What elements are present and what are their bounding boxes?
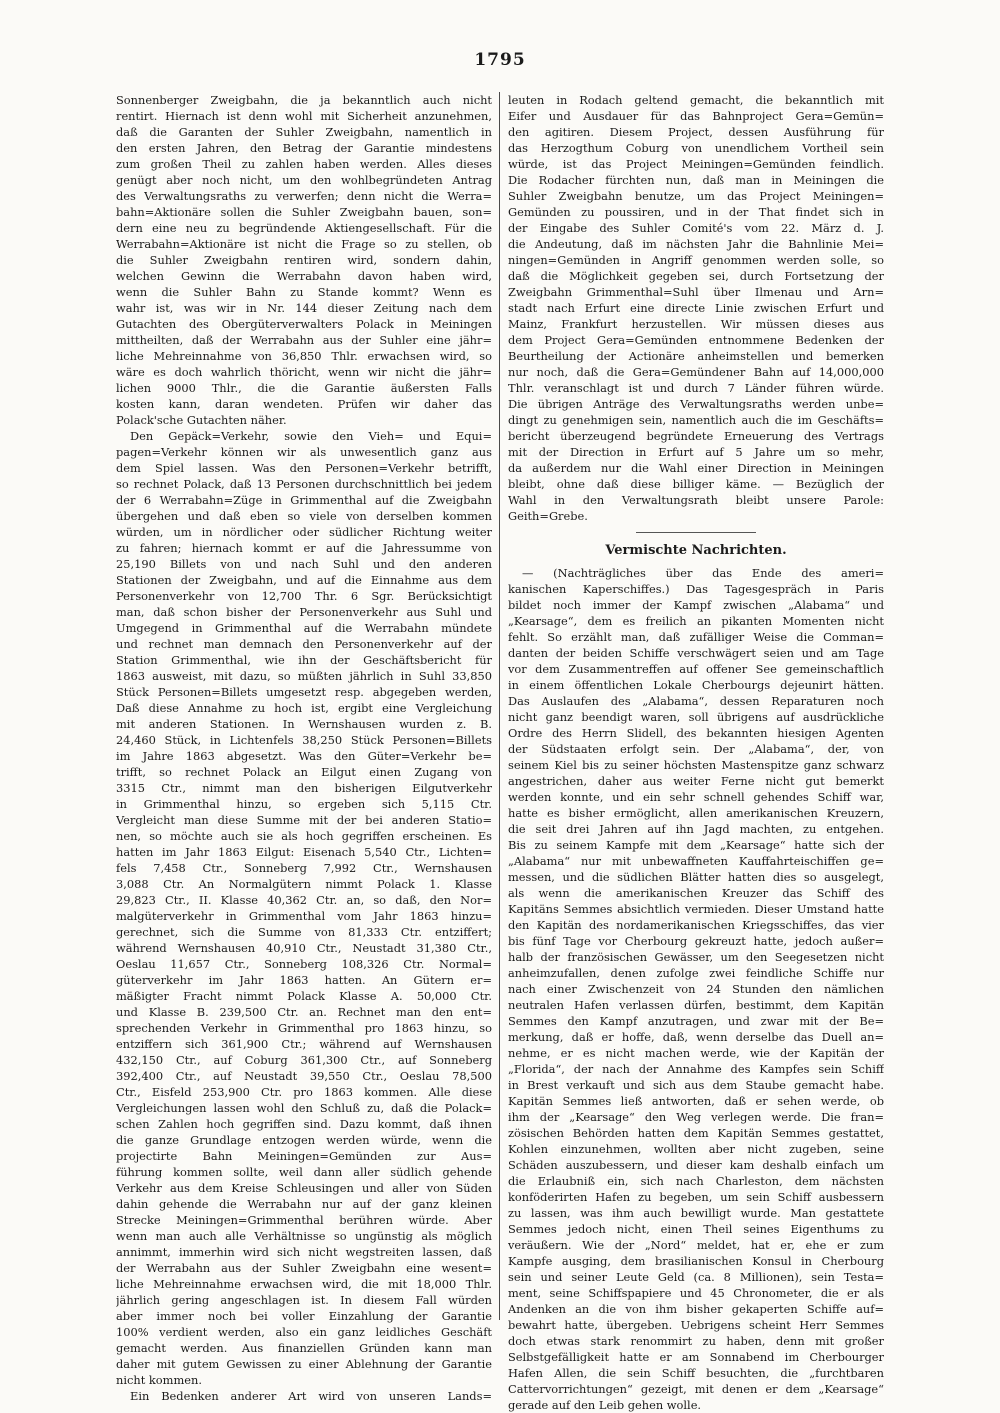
text-line: Polack'sche Gutachten näher. [116,413,287,427]
text-line: Strecke Meiningen=Grimmenthal berühren würde. Aber [116,1213,492,1227]
text-line: vor dem Zusammentreffen auf offener See gemeinschaftlich [508,662,884,676]
text-line: als wenn die amerikanischen Kreuzer das Schiff des [508,886,884,900]
text-line: die Andeutung, daß im nächsten Jahr die Bahnlinie Mei= [508,237,884,251]
text-line: nicht kommen. [116,1373,202,1387]
text-line: würden, um in nördlicher oder südlicher Richtung weiter [116,525,492,539]
text-line: den agitiren. Diesem Project, dessen Ausführung für [508,125,884,139]
text-line: Werrabahn=Aktionäre ist nicht die Frage so zu stellen, ob [116,237,492,251]
text-line: würde, ist das Project Meiningen=Gemünden feindlich. [508,157,884,171]
text-line: Ordre des Herrn Slidell, des bekannten hiesigen Agenten [508,726,884,740]
text-line: veräußern. Wie der „Nord“ meldet, hat er, ehe er zum [508,1238,884,1252]
text-line: den ersten Jahren, den Betrag der Garantie mindestens [116,141,492,155]
column-divider [499,92,500,1320]
text-line: Kohlen einzunehmen, wollten aber nicht zugeben, seine [508,1142,884,1156]
text-line: „Alabama“ nur mit unbewaffneten Kauffahrteischiffen ge= [508,854,884,868]
text-line: rentirt. Hiernach ist denn wohl mit Sicherheit anzunehmen, [116,109,492,123]
text-line: Den Gepäck=Verkehr, sowie den Vieh= und Equi= [130,429,492,443]
text-line: Das Auslaufen des „Alabama“, dessen Reparaturen noch [508,694,884,708]
text-line: liche Mehreinnahme erwachsen wird, die mit 18,000 Thlr. [116,1277,492,1291]
text-line: 100% verdient werden, also ein ganz leidliches Geschäft [116,1325,492,1339]
text-line: dingt zu genehmigen sein, namentlich auch die im Geschäfts= [508,413,884,427]
text-line: daher mit gutem Gewissen zu einer Ablehnung der Garantie [116,1357,492,1371]
text-line: bildet noch immer der Kampf zwischen „Alabama“ und [508,598,884,612]
text-line: Stück Personen=Billets umgesetzt resp. abgegeben werden, [116,685,492,699]
text-line: der Eingabe des Suhler Comité's vom 22. März d. J. [508,221,884,235]
text-line: bis fünf Tage vor Cherbourg gekreuzt hatte, jedoch außer= [508,934,884,948]
section-heading: Vermischte Nachrichten. [605,543,787,558]
text-line: wenn die Suhler Bahn zu Stande kommt? Wenn es [116,285,492,299]
text-line: gerechnet, sich die Summe von 81,333 Ctr. entziffert; [116,925,492,939]
text-line: schen Zahlen hoch gegriffen sind. Dazu kommt, daß ihnen [116,1117,492,1131]
text-line: übergehen und daß eben so viele von derselben kommen [116,509,492,523]
text-line: hatte es bisher ermöglicht, allen amerikanischen Kreuzern, [508,806,884,820]
text-line: projectirte Bahn Meiningen=Gemünden zur Aus= [116,1149,492,1163]
text-line: wahr ist, was wir in Nr. 144 dieser Zeitung nach dem [116,301,492,315]
text-line: Vergleichungen lassen wohl den Schluß zu, daß die Polack= [116,1101,492,1115]
text-line: mittheilten, daß der Werrabahn aus der Suhler eine jähr= [116,333,492,347]
text-line: Selbstgefälligkeit hatte er am Sonnabend im Cherbourger [508,1350,884,1364]
text-line: 392,400 Ctr., auf Neustadt 39,550 Ctr., Oeslau 78,500 [116,1069,492,1083]
text-line: fels 7,458 Ctr., Sonneberg 7,992 Ctr., Wernshausen [116,861,492,875]
text-line: Kapitäns Semmes absichtlich vermieden. Dieser Umstand hatte [508,902,884,916]
text-line: dem Project Gera=Gemünden entnommene Bedenken der [508,333,884,347]
text-line: so rechnet Polack, daß 13 Personen durchschnittlich bei jedem [116,477,492,491]
text-line: bericht überzeugend begründete Erneuerung des Vertrags [508,429,884,443]
text-line: Thlr. veranschlagt ist und durch 7 Länder führen würde. [508,381,884,395]
text-line: Ein Bedenken anderer Art wird von unseren Lands= [130,1389,492,1403]
text-line: — (Nachträgliches über das Ende des ameri= [522,566,884,580]
text-line: Hafen Allen, die sein Schiff besuchten, die „furchtbaren [508,1366,884,1380]
text-line: Vergleicht man diese Summe mit der bei anderen Statio= [116,813,492,827]
text-line: gemacht werden. Aus finanziellen Gründen kann man [116,1341,492,1355]
text-line: güterverkehr im Jahr 1863 hatten. An Gütern er= [116,973,492,987]
text-line: dahin gehende die Werrabahn nur auf der ganz kleinen [116,1197,492,1211]
text-line: nicht ganz beendigt waren, soll übrigens auf ausdrückliche [508,710,884,724]
text-line: leuten in Rodach geltend gemacht, die bekanntlich mit [508,93,884,107]
text-line: die Suhler Zweigbahn rentiren wird, sondern dahin, [116,253,492,267]
text-line: den Kapitän des nordamerikanischen Kriegsschiffes, das vier [508,918,884,932]
text-line: der Werrabahn aus der Suhler Zweigbahn eine wesent= [116,1261,492,1275]
text-line: Eifer und Ausdauer für das Bahnproject Gera=Gemün= [508,109,884,123]
text-line: mit anderen Stationen. In Wernshausen wurden z. B. [116,717,492,731]
text-line: mäßigter Fracht nimmt Polack Klasse A. 50,000 Ctr. [116,989,492,1003]
text-line: Semmes jedoch nicht, einen Theil seines Eigenthums zu [508,1222,884,1236]
right-column [508,92,884,1413]
text-line: wenn man auch alle Verhältnisse so ungünstig als möglich [116,1229,492,1243]
text-line: daß die Möglichkeit gegeben sei, durch Fortsetzung der [508,269,884,283]
text-line: 24,460 Stück, in Lichtenfels 38,250 Stück Personen=Billets [116,733,492,747]
text-line: da außerdem nur die Wahl einer Direction in Meiningen [508,461,884,475]
text-line: messen, und die südlichen Blätter hatten dies so ausgelegt, [508,870,884,884]
text-line: zu lassen, was ihm auch bewilligt wurde. Man gestattete [508,1206,884,1220]
text-line: welchen Gewinn die Werrabahn davon haben wird, [116,269,492,283]
text-line: Andenken an die von ihm bisher gekaperten Schiffe auf= [508,1302,884,1316]
text-line: die ganze Grundlage entzogen werden würde, wenn die [116,1133,492,1147]
text-line: „Florida“, der nach der Annahme des Kampfes sein Schiff [508,1062,884,1076]
text-line: bahn=Aktionäre sollen die Suhler Zweigbahn bauen, son= [116,205,492,219]
text-line: fehlt. So erzählt man, daß zufälliger Weise die Comman= [508,630,884,644]
text-line: Gutachten des Obergüterverwalters Polack in Meiningen [116,317,492,331]
text-line: Mainz, Frankfurt herzustellen. Wir müssen dieses aus [508,317,884,331]
text-line: anheimzufallen, denen zufolge zwei feindliche Schiffe nur [508,966,884,980]
text-line: pagen=Verkehr können wir als unwesentlich ganz aus [116,445,492,459]
text-line: kosten kann, daran wendeten. Prüfen wir daher das [116,397,492,411]
text-line: Schäden auszubessern, und dieser kam deshalb einfach um [508,1158,884,1172]
text-line: Kampfe ausging, dem brasilianischen Konsul in Cherbourg [508,1254,884,1268]
text-line: Verkehr aus dem Kreise Schleusingen und aller von Süden [116,1181,492,1195]
text-line: angestrichen, daher aus weiter Ferne nicht gut bemerkt [508,774,884,788]
text-line: jährlich gering angeschlagen ist. In diesem Fall würden [116,1293,492,1307]
text-line: Die übrigen Anträge des Verwaltungsraths werden unbe= [508,397,884,411]
text-line: Die Rodacher fürchten nun, daß man in Meiningen die [508,173,884,187]
text-line: bewahrt hatte, übergeben. Uebrigens scheint Herr Semmes [508,1318,884,1332]
text-line: zum großen Theil zu zahlen haben werden. Alles dieses [116,157,492,171]
text-line: dern eine neu zu begründende Aktiengesellschaft. Für die [116,221,492,235]
text-line: der Südstaaten erfolgt sein. Der „Alabama“, der, von [508,742,884,756]
text-line: ment, seine Schiffspapiere und 45 Chronometer, die er als [508,1286,884,1300]
text-line: Suhler Zweigbahn benutze, um das Project Meiningen= [508,189,884,203]
text-line: sein und seiner Leute Geld (ca. 8 Millionen), sein Testa= [508,1270,884,1284]
text-line: Semmes den Kampf anzutragen, und zwar mit der Be= [508,1014,884,1028]
text-line: merkung, daß er hoffe, daß, wenn derselbe das Duell an= [508,1030,884,1044]
text-line: neutralen Hafen verlassen dürfen, bestimmt, dem Kapitän [508,998,884,1012]
text-line: Geith=Grebe. [508,509,588,523]
text-line: 3315 Ctr., nimmt man den bisherigen Eilgutverkehr [116,781,492,795]
text-line: aber immer noch bei voller Einzahlung der Garantie [116,1309,492,1323]
text-line: Daß diese Annahme zu hoch ist, ergibt eine Vergleichung [116,701,492,715]
text-line: Station Grimmenthal, wie ihn der Geschäftsbericht für [116,653,492,667]
text-line: Oeslau 11,657 Ctr., Sonneberg 108,326 Ctr. Normal= [116,957,492,971]
text-line: nur noch, daß die Gera=Gemündener Bahn auf 14,000,000 [508,365,884,379]
text-line: und rechnet man demnach den Personenverkehr auf der [116,637,492,651]
text-line: 29,823 Ctr., II. Klasse 40,362 Ctr. an, so daß, den Nor= [116,893,492,907]
text-line: hatten im Jahr 1863 Eilgut: Eisenach 5,540 Ctr., Lichten= [116,845,492,859]
text-line: stadt nach Erfurt eine directe Linie zwischen Erfurt und [508,301,884,315]
text-line: das Herzogthum Coburg von unendlichem Vortheil sein [508,141,884,155]
text-line: daß die Garanten der Suhler Zweigbahn, namentlich in [116,125,492,139]
text-line: danten der beiden Schiffe verschwägert seien und am Tage [508,646,884,660]
text-line: nach einer Zwischenzeit von 24 Stunden den nämlichen [508,982,884,996]
text-line: in einem öffentlichen Lokale Cherbourgs dejeunirt hätten. [508,678,884,692]
text-line: annimmt, immerhin wird sich nicht wegstreiten lassen, daß [116,1245,492,1259]
text-line: zösischen Behörden hatten dem Kapitän Semmes gestattet, [508,1126,884,1140]
text-line: Wahl in den Verwaltungsrath bleibt unsere Parole: [508,493,884,507]
text-line: wäre es doch wahrlich thöricht, wenn wir nicht die jähr= [116,365,492,379]
text-line: der 6 Werrabahn=Züge in Grimmenthal auf die Zweigbahn [116,493,492,507]
left-column [116,92,492,1404]
text-line: werden konnte, und ein sehr schnell gehendes Schiff war, [508,790,884,804]
text-line: dem Spiel lassen. Was den Personen=Verkehr betrifft, [116,461,492,475]
text-line: genügt aber noch nicht, um den wohlbegründeten Antrag [116,173,492,187]
text-line: Gemünden zu poussiren, und in der That findet sich in [508,205,884,219]
text-line: man, daß schon bisher der Personenverkehr aus Suhl und [116,605,492,619]
text-line: während Wernshausen 40,910 Ctr., Neustadt 31,380 Ctr., [116,941,492,955]
text-line: 1863 ausweist, mit dazu, so müßten jährlich in Suhl 33,850 [116,669,492,683]
section-rule [636,532,756,533]
text-line: in Grimmenthal hinzu, so ergeben sich 5,115 Ctr. [116,797,492,811]
text-line: gerade auf den Leib gehen wolle. [508,1398,702,1412]
text-line: halb der französischen Gewässer, um den Seegesetzen nicht [508,950,884,964]
text-line: konföderirten Hafen zu begeben, um sein Schiff ausbessern [508,1190,884,1204]
text-line: sprechenden Verkehr in Grimmenthal pro 1863 hinzu, so [116,1021,492,1035]
text-line: Stationen der Zweigbahn, und auf die Einnahme aus dem [116,573,492,587]
text-line: 25,190 Billets von und nach Suhl und den anderen [116,557,492,571]
text-line: führung kommen sollte, weil dann aller südlich gehende [116,1165,492,1179]
text-line: seinem Kiel bis zu seiner höchsten Mastenspitze ganz schwarz [508,758,884,772]
text-line: lichen 9000 Thlr., die die Garantie äußersten Falls [116,381,492,395]
text-line: doch etwas stark renommirt zu haben, denn mit großer [508,1334,884,1348]
text-line: ningen=Gemünden in Angriff genommen werden solle, so [508,253,884,267]
text-line: die seit drei Jahren auf ihn Jagd machten, zu entgehen. [508,822,884,836]
text-line: Beurtheilung der Actionäre anheimstellen und bemerken [508,349,884,363]
text-line: in Brest verkauft und sich aus dem Staube gemacht habe. [508,1078,884,1092]
text-line: Umgegend in Grimmenthal auf die Werrabahn mündete [116,621,492,635]
text-line: Ctr., Eisfeld 253,900 Ctr. pro 1863 kommen. Alle diese [116,1085,492,1099]
text-line: 432,150 Ctr., auf Coburg 361,300 Ctr., auf Sonneberg [116,1053,492,1067]
text-line: die Erlaubniß ein, sich nach Charleston, dem nächsten [508,1174,884,1188]
text-line: zu fahren; hiernach kommt er auf die Jahressumme von [116,541,492,555]
text-line: Personenverkehr von 12,700 Thr. 6 Sgr. Berücksichtigt [116,589,492,603]
text-line: „Kearsage“, dem es freilich an pikanten Momenten nicht [508,614,884,628]
page-number: 1795 [474,50,526,70]
text-line: liche Mehreinnahme von 36,850 Thlr. erwachsen wird, so [116,349,492,363]
text-line: Zweigbahn Grimmenthal=Suhl über Ilmenau und Arn= [508,285,884,299]
text-line: nehme, er es nicht machen werde, wie der Kapitän der [508,1046,884,1060]
text-line: entziffern sich 361,900 Ctr.; während auf Wernshausen [116,1037,492,1051]
text-line: nen, so möchte auch sie als hoch gegriffen erscheinen. Es [116,829,492,843]
text-line: Cattervorrichtungen“ gezeigt, mit denen er dem „Kearsage“ [508,1382,884,1396]
text-line: des Verwaltungsraths zu verwerfen; denn nicht die Werra= [116,189,492,203]
text-line: 3,088 Ctr. An Normalgütern nimmt Polack 1. Klasse [116,877,492,891]
text-line: malgüterverkehr in Grimmenthal vom Jahr 1863 hinzu= [116,909,492,923]
text-line: bleibt, ohne daß diese billiger käme. — Bezüglich der [508,477,884,491]
text-line: Sonnenberger Zweigbahn, die ja bekanntlich auch nicht [116,93,492,107]
text-line: kanischen Kaperschiffes.) Das Tagesgespräch in Paris [508,582,884,596]
text-line: und Klasse B. 239,500 Ctr. an. Rechnet man den ent= [116,1005,492,1019]
text-line: Bis zu seinem Kampfe mit dem „Kearsage“ hatte sich der [508,838,884,852]
text-line: mit der Direction in Erfurt auf 5 Jahre um so mehr, [508,445,884,459]
text-line: im Jahre 1863 abgesetzt. Was den Güter=Verkehr be= [116,749,492,763]
text-line: trifft, so rechnet Polack an Eilgut einen Zugang von [116,765,492,779]
text-line: Kapitän Semmes ließ antworten, daß er sehen werde, ob [508,1094,884,1108]
text-line: ihm der „Kearsage“ den Weg verlegen werde. Die fran= [508,1110,884,1124]
